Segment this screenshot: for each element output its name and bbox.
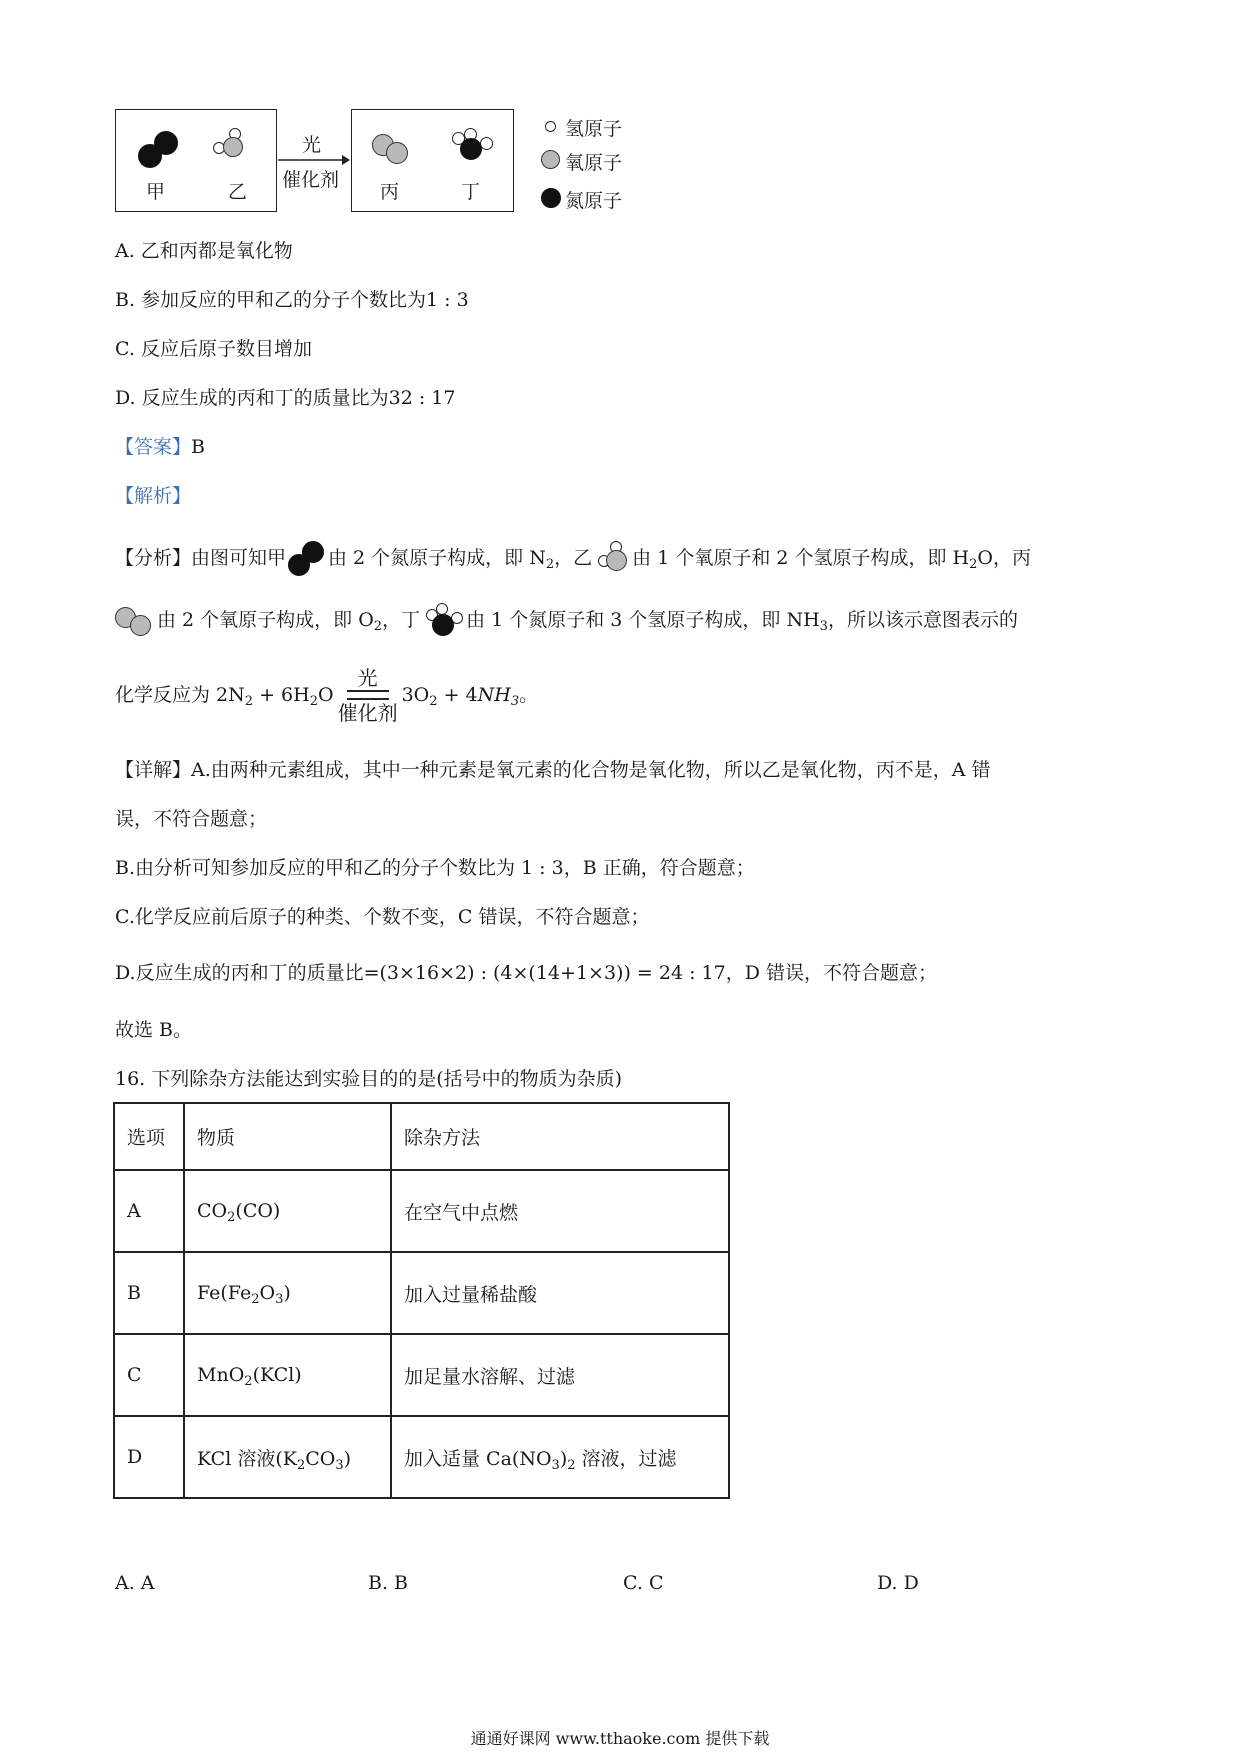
detail-line-1: 【详解】A.由两种元素组成，其中一种元素是氧元素的化合物是氧化物，所以乙是氧化物，丙不是，A 错 — [115, 759, 991, 781]
equation-text: + 6H — [253, 684, 310, 706]
n2-molecule-icon — [286, 541, 328, 577]
h2o-molecule-icon — [592, 541, 632, 577]
analysis-text: ，所以该示意图表示的 — [827, 609, 1018, 631]
row-method: 加足量水溶解、过滤 — [391, 1334, 729, 1416]
q16-stem: 16. 下列除杂方法能达到实验目的的是(括号中的物质为杂质) — [115, 1068, 623, 1090]
choice-b: B. B — [368, 1572, 409, 1594]
page-footer: 通通好课网 www.tthaoke.com 提供下载 — [470, 1729, 770, 1748]
formula-part: ) — [343, 1447, 352, 1470]
formula-part: CO — [305, 1447, 336, 1470]
label-bing: 丙 — [380, 181, 400, 203]
formula-sub: 3 — [551, 1457, 560, 1473]
header-substance: 物质 — [184, 1103, 391, 1170]
detail-line-5: D.反应生成的丙和丁的质量比=(3×16×2) : (4×(14+1×3)) = 24 : 17，D 错误，不符合题意； — [115, 962, 937, 984]
row-substance — [184, 1170, 391, 1252]
label-ding: 丁 — [461, 181, 481, 203]
row-option: D — [114, 1416, 184, 1498]
formula-sub: 3 — [335, 1457, 344, 1473]
formula-part: O — [259, 1282, 276, 1304]
label-yi: 乙 — [228, 181, 248, 203]
formula-sub: 2 — [251, 1292, 260, 1307]
table-header-row — [114, 1103, 729, 1170]
molecule-bing-icon — [372, 134, 416, 168]
formula-sub: 2 — [227, 1210, 236, 1225]
formula-part: KCl 溶液(K — [197, 1447, 297, 1470]
arrow-condition-top: 光 — [302, 134, 322, 156]
nh3-molecule-icon — [420, 603, 466, 639]
analysis-text: ，丁 — [382, 609, 421, 631]
molecule-ding-icon — [452, 128, 500, 164]
formula-part: CO — [197, 1200, 228, 1222]
row-option: A — [114, 1170, 184, 1252]
analysis-line-1: 【分析】由图可知甲 由 2 个氮原子构成，即 $N_2$，乙 由 1 个氧原子和 2 个氢原子构成，即 $H_2O$，丙 — [115, 540, 1031, 576]
formula-part: (CO) — [235, 1200, 281, 1222]
formula-part: (KCl) — [252, 1364, 302, 1386]
analysis-text: ，乙 — [554, 547, 593, 569]
method-part: 溶液，过滤 — [575, 1447, 677, 1470]
q16-table — [113, 1102, 730, 1499]
equation-text: 。 — [519, 684, 539, 706]
o2-molecule-icon — [115, 605, 157, 637]
n-atom-icon — [432, 614, 454, 636]
answer-line — [115, 434, 205, 460]
detail-line-2: 误，不符合题意； — [115, 808, 268, 830]
detail-line-3: B.由分析可知参加反应的甲和乙的分子个数比为 1 : 3，B 正确，符合题意； — [115, 857, 755, 879]
method-part: ) — [559, 1447, 568, 1470]
answer-value: B — [191, 436, 205, 458]
row-option: C — [114, 1334, 184, 1416]
analysis-text: 由 1 个氮原子和 3 个氢原子构成，即 NH — [466, 609, 820, 631]
header-method: 除杂方法 — [391, 1103, 729, 1170]
formula-sub: 2 — [244, 1374, 253, 1389]
molecule-jia-icon — [138, 130, 182, 170]
row-method — [391, 1416, 729, 1498]
condition-light: 光 — [357, 666, 378, 690]
analysis-text: O，丙 — [977, 547, 1031, 569]
choice-c: C. C — [623, 1572, 664, 1594]
row-method: 在空气中点燃 — [391, 1170, 729, 1252]
choice-a: A. A — [115, 1572, 155, 1594]
o-atom-icon — [130, 615, 151, 636]
analysis-text: 由 2 个氮原子构成，即 N — [328, 547, 546, 569]
o-atom-icon — [223, 137, 243, 157]
option-a: A. 乙和丙都是氧化物 — [115, 240, 293, 262]
analysis-text: 由 2 个氧原子构成，即 O — [157, 609, 374, 631]
legend-n-atom-icon — [541, 188, 561, 208]
row-substance — [184, 1252, 391, 1334]
option-c: C. 反应后原子数目增加 — [115, 338, 312, 360]
formula-part: ) — [283, 1282, 291, 1304]
analysis-line-2: 由 2 个氧原子构成，即 $O_2$，丁 由 1 个氮原子和 3 个氢原子构成，即 $NH_3$，所以该示意图表示的 — [115, 602, 1018, 638]
option-b: B. 参加反应的甲和乙的分子个数比为1 : 3 — [115, 289, 469, 311]
answer-label: 【答案】 — [115, 436, 192, 458]
arrow-condition-bottom: 催化剂 — [282, 169, 340, 191]
method-part: 加入适量 Ca(NO — [404, 1447, 552, 1470]
legend-hydrogen: 氢原子 — [565, 118, 623, 140]
analysis-text: 【分析】由图可知甲 — [115, 547, 287, 569]
row-substance — [184, 1334, 391, 1416]
analysis-line-3: 化学反应为 $2N_2 + 6H_2O$ 光 催化剂 $3O_2 + 4NH_3$。 — [115, 666, 539, 725]
option-d: D. 反应生成的丙和丁的质量比为32 : 17 — [115, 387, 456, 409]
equation-text: 化学反应为 2N — [115, 684, 245, 706]
formula-sub: 2 — [567, 1457, 576, 1473]
detail-line-4: C.化学反应前后原子的种类、个数不变，C 错误，不符合题意； — [115, 906, 650, 928]
molecule-yi-icon — [213, 128, 253, 164]
row-method: 加入过量稀盐酸 — [391, 1252, 729, 1334]
reaction-condition — [338, 667, 398, 725]
legend-o-atom-icon — [541, 150, 560, 169]
formula-sub: 2 — [296, 1457, 306, 1473]
label-jia: 甲 — [146, 181, 166, 203]
row-option: B — [114, 1252, 184, 1334]
n-atom-icon — [154, 131, 178, 155]
table-row — [114, 1416, 729, 1498]
table-row — [114, 1334, 729, 1416]
equation-text: NH — [477, 684, 511, 706]
choice-d: D. D — [877, 1572, 919, 1594]
formula-part: Fe(Fe — [197, 1282, 252, 1304]
row-substance — [184, 1416, 391, 1498]
legend-h-atom-icon — [545, 121, 556, 132]
o-atom-icon — [386, 142, 408, 164]
formula-sub: 3 — [275, 1292, 284, 1307]
analysis-text: 由 1 个氧原子和 2 个氢原子构成，即 H — [632, 547, 970, 569]
formula-part: MnO — [197, 1364, 245, 1386]
equation-text: + 4 — [437, 684, 478, 706]
equals-sign — [347, 690, 389, 700]
condition-catalyst: 催化剂 — [337, 701, 398, 725]
detail-line-6: 故选 B。 — [115, 1019, 193, 1041]
header-option: 选项 — [114, 1103, 184, 1170]
table-row — [114, 1252, 729, 1334]
equation-text: O — [318, 684, 334, 706]
o-atom-icon — [606, 550, 627, 571]
n-atom-icon — [460, 138, 482, 160]
jiexi-label: 【解析】 — [115, 485, 192, 507]
legend-oxygen: 氧原子 — [565, 152, 623, 174]
equation-text: 3O — [401, 684, 430, 706]
legend-nitrogen: 氮原子 — [565, 190, 623, 212]
table-row — [114, 1170, 729, 1252]
n-atom-icon — [302, 541, 324, 563]
